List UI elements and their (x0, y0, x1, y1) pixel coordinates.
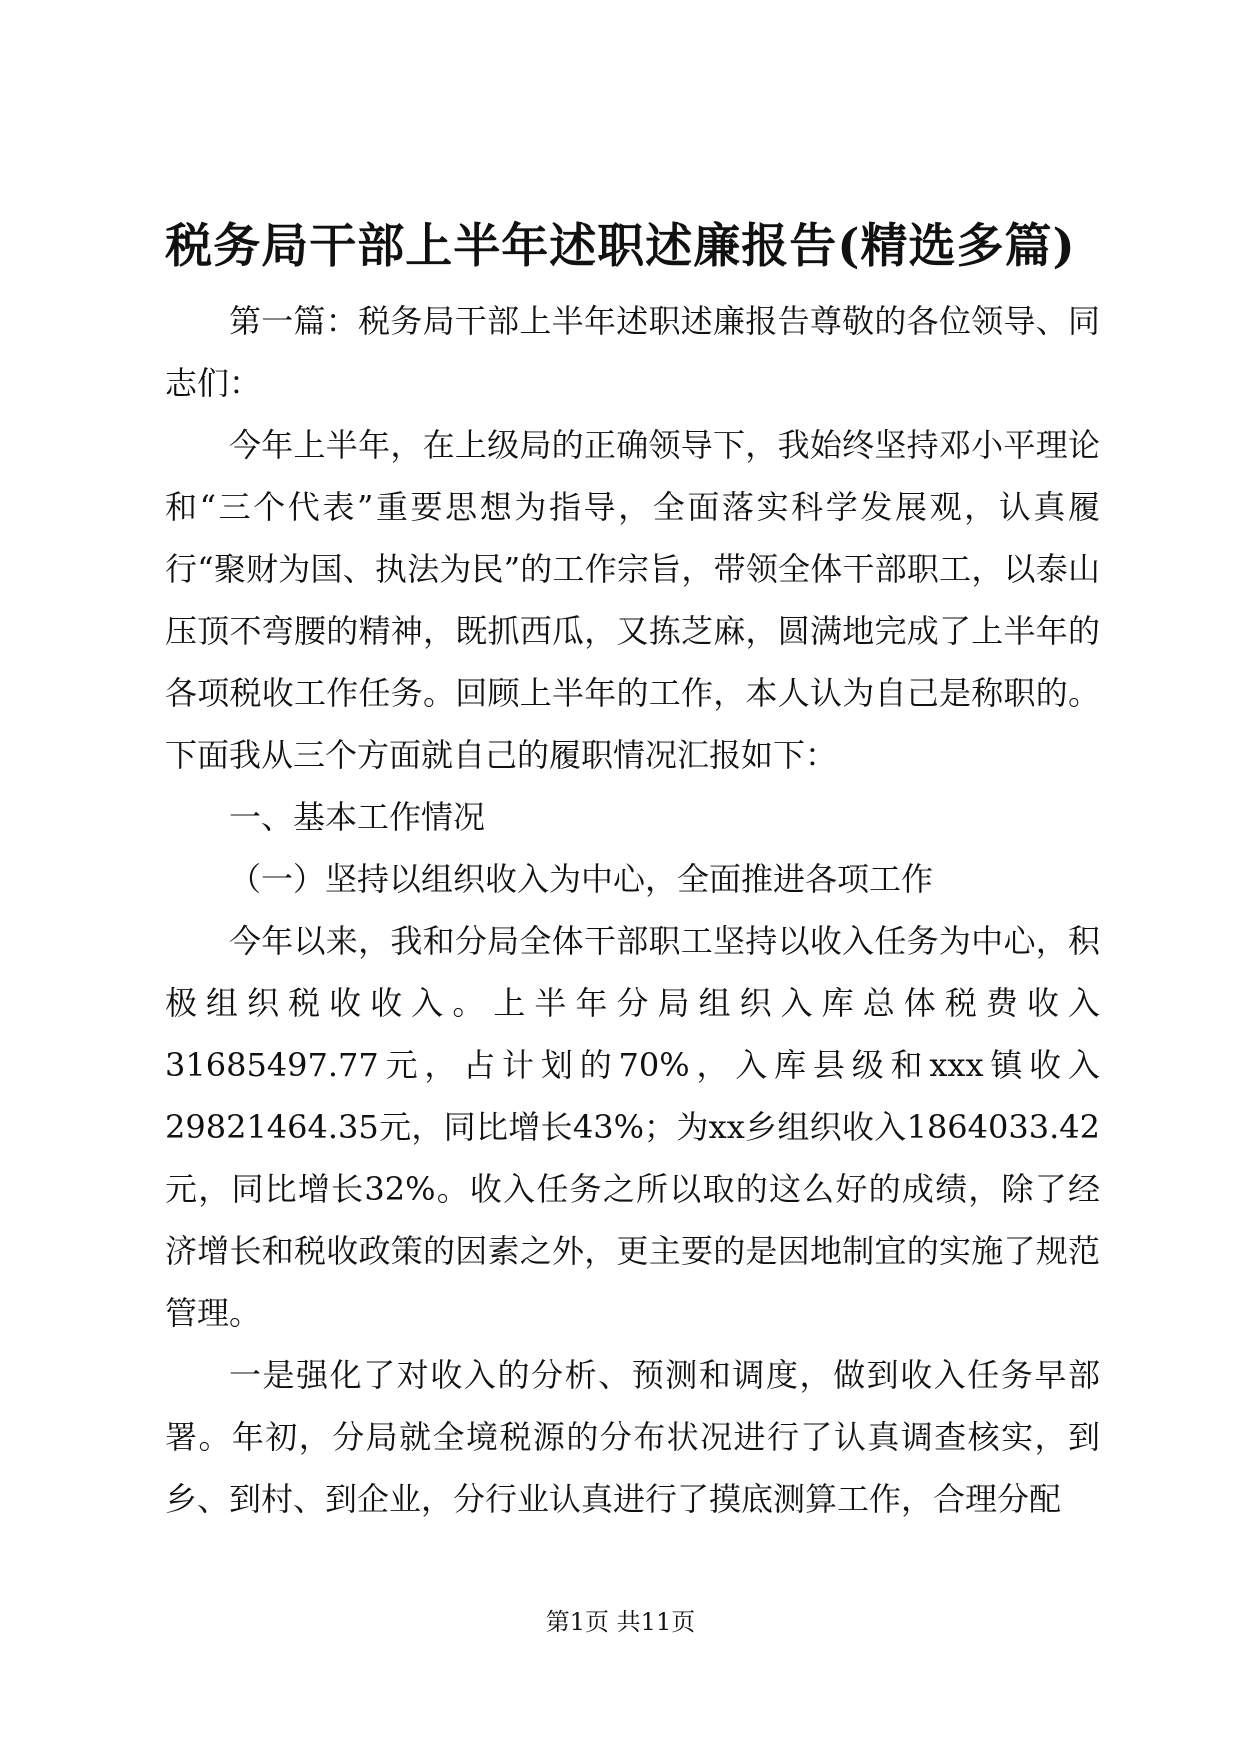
section-heading: 一、基本工作情况 (229, 798, 486, 836)
paragraph: 第一篇：税务局干部上半年述职述廉报告尊敬的各位领导、同志们： (165, 302, 1100, 402)
paragraph: 今年上半年，在上级局的正确领导下，我始终坚持邓小平理论和“三个代表”重要思想为指导，全面落实科学发展观，认真履行“聚财为国、执法为民”的工作宗旨，带领全体干部职工，以泰山压顶不弯腰的精神，既抓西瓜，又拣芝麻，圆满地完成了上半年的各项税收工作任务。回顾上半年的工作，本人认为自己是称职的。下面我从三个方面就自己的履职情况汇报如下： (165, 426, 1100, 774)
page-footer: 第1页 共11页 (545, 1608, 696, 1636)
subsection-heading: （一）坚持以组织收入为中心，全面推进各项工作 (229, 860, 934, 898)
paragraph: 今年以来，我和分局全体干部职工坚持以收入任务为中心，积极组织税收收入。上半年分局组织入库总体税费收入31685497.77元，占计划的70%，入库县级和xxx镇收入29821464.35元，同比增长43%；为xx乡组织收入1864033.42元，同比增长32%。收入任务之所以取的这么好的成绩，除了经济增长和税收政策的因素之外，更主要的是因地制宜的实施了规范管理。 (165, 922, 1100, 1332)
paragraph: 一是强化了对收入的分析、预测和调度，做到收入任务早部署。年初，分局就全境税源的分布状况进行了认真调查核实，到乡、到村、到企业，分行业认真进行了摸底测算工作，合理分配 (165, 1356, 1100, 1518)
document-body (165, 290, 1100, 1530)
document-title: 税务局干部上半年述职述廉报告(精选多篇) (165, 219, 1076, 275)
